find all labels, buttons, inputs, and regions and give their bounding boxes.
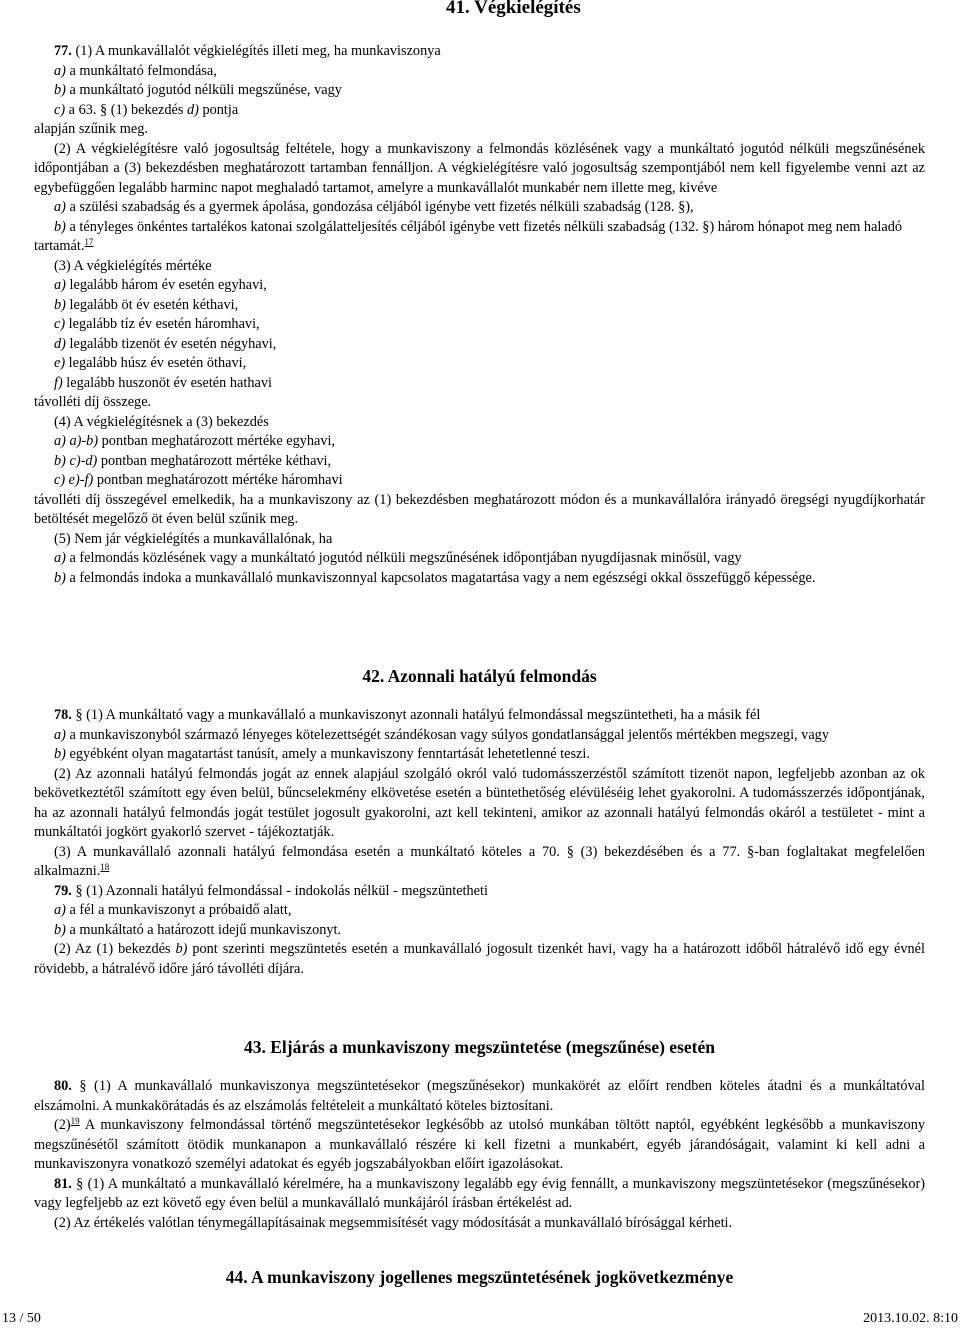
- item-78-1-b: b) egyébként olyan magatartást tanúsít, amely a munkaviszony fenntartását lehetetlenné teszi.: [54, 746, 590, 762]
- footnote-18-link[interactable]: 18: [100, 862, 110, 872]
- item-77-3-f: f) legalább huszonöt év esetén hathavi: [54, 374, 272, 391]
- item-77-4-c: c) e)-f) pontban meghatározott mértéke háromhavi: [54, 472, 343, 488]
- paragraph-78-2: (2) Az azonnali hatályú felmondás jogát az ennek alapjául szolgáló okról való tudomásszerzéstől számított tizenöt napon, legfeljebb azonban az ok bekövetkeztétől számított egy éven belül, bűncselekmény elkövetése esetén a büntethetőség elévüléséig lehet gyakorolni. A tudomásszerzés időpontjának, ha az azonnali hatályú felmondás jogát testület jogosult gyakorolni, azt kell tekinteni, amikor az azonnali hatályú felmondás okáról a testületet - mint a munkáltatói jogkört gyakorló szervet - tájékoztatják.: [34, 765, 925, 840]
- paragraph-80-2: $(2)^{19}$ A munkaviszony felmondással történő megszüntetésekor legkésőbb az utolsó munkában töltött naptól, egyébként legkésőbb a munkaviszony megszűnésétől számított ötödik munkanapon a munkavállaló részére ki kell fizetni a munkabért, egyéb járandóságait, valamint ki kell adni a munkaviszonyra vonatkozó személyi adatokat és egyéb jogszabályokban előírt igazolásokat.: [34, 1116, 925, 1172]
- item-78-1-a: a) a munkaviszonyból származó lényeges kötelezettségét szándékosan vagy súlyos gondatlansággal jelentős mértékben megszegi, vagy: [54, 726, 829, 743]
- paragraph-79-1: 79. § (1) Azonnali hatályú felmondással - indokolás nélkül - megszüntetheti: [54, 882, 488, 899]
- paragraph-77-3-after: távolléti díj összege.: [34, 394, 152, 410]
- paragraph-77-5: (5) Nem jár végkielégítés a munkavállalónak, ha: [54, 530, 333, 547]
- item-77-2-a: a) a szülési szabadság és a gyermek ápolása, gondozása céljából igénybe vett fizetés nélküli szabadság (128. §),: [54, 199, 694, 215]
- footnote-19-link[interactable]: 19: [70, 1116, 80, 1126]
- footnote-17-link[interactable]: 17: [84, 237, 94, 247]
- item-77-3-c: c) legalább tíz év esetén háromhavi,: [54, 316, 260, 332]
- section-44-body: [34, 1266, 925, 1288]
- item-77-5-b: b) a felmondás indoka a munkavállaló munkaviszonnyal kapcsolatos magatartása vagy a nem egészségi okkal összefüggő képessége.: [54, 569, 816, 586]
- item-77-2-b: b) a tényleges önkéntes tartalékos katonai szolgálatteljesítés céljából igénybe vett fizetés nélküli szabadság (132. §) három hónapot meg nem haladó: [54, 218, 903, 235]
- paragraph-77-2: (2) A végkielégítésre való jogosultság feltétele, hogy a munkaviszony a felmondás közlésének vagy a munkáltató jogutód nélküli megszűnésének időpontjában a (3) bekezdésben meghatározott tartamban fennálljon. A végkielégítésre való jogosultság szempontjából nem kell figyelembe venni azt az egybefüggően legalább harminc napot meghaladó tartamot, amelyre a munkavállalót munkabér nem illette meg, kivéve: [34, 140, 925, 196]
- section-43-body: [34, 1036, 925, 1233]
- item-77-4-b: b) c)-d) pontban meghatározott mértéke kéthavi,: [54, 452, 332, 469]
- paragraph-79-2: (2) Az (1) bekezdés b) pont szerinti megszüntetés esetén a munkavállaló jogosult tizenkét havi, vagy ha a határozott időből hátralévő idő egy évnél rövidebb, a hátralévő időre járó távolléti díjára.: [34, 941, 925, 977]
- item-79-1-b: b) a munkáltató a határozott idejű munkaviszonyt.: [54, 921, 342, 938]
- item-77-c: c) a 63. § (1) bekezdés d) pontja: [54, 101, 239, 118]
- print-timestamp: 2013.10.02. 8:10: [863, 1311, 958, 1326]
- paragraph-77-3: (3) A végkielégítés mértéke: [54, 257, 212, 274]
- item-77-3-e: e) legalább húsz év esetén öthavi,: [54, 355, 247, 371]
- section-43-title: 43. Eljárás a munkaviszony megszüntetése (megszűnése) esetén: [244, 1037, 715, 1057]
- paragraph-81-2: (2) Az értékelés valótlan ténymegállapításainak megsemmisítését vagy módosítását a munkavállaló bírósággal kérheti.: [54, 1214, 733, 1231]
- item-77-5-a: a) a felmondás közlésének vagy a munkáltató jogutód nélküli megszűnésének időpontjában nyugdíjasnak minősül, vagy: [54, 550, 742, 566]
- item-77-3-a: a) legalább három év esetén egyhavi,: [54, 277, 267, 293]
- paragraph-80-1: 80. § (1) A munkavállaló munkaviszonya megszüntetésekor (megszűnésekor) munkakörét az előírt rendben köteles átadni és a munkáltatóval elszámolni. A munkakörátadás és az elszámolás feltételeit a munkáltató köteles biztosítani.: [34, 1078, 925, 1114]
- item-79-1-a: a) a fél a munkaviszonyt a próbaidő alatt,: [54, 902, 292, 918]
- section-41-title: 41. Végkielégítés: [446, 0, 581, 18]
- paragraph-77-1: 77. (1) A munkavállalót végkielégítés illeti meg, ha munkaviszonya: [54, 43, 441, 59]
- item-77-a: a) a munkáltató felmondása,: [54, 62, 217, 79]
- paragraph-77-after: alapján szűnik meg.: [34, 121, 148, 137]
- section-42-body: [34, 665, 925, 979]
- paragraph-77-4-after: távolléti díj összegével emelkedik, ha a munkaviszony az (1) bekezdésben meghatározott módon és a munkavállalóra irányadó öregségi nyugdíjkorhatár betöltését megelőző öt éven belül szűnik meg.: [34, 491, 925, 527]
- section-42-title: 42. Azonnali hatályú felmondás: [362, 666, 597, 686]
- paragraph-77-2-after: tartamát.$^{17}$: [34, 237, 94, 254]
- item-77-4-a: a) a)-b) pontban meghatározott mértéke egyhavi,: [54, 433, 336, 449]
- item-77-3-b: b) legalább öt év esetén kéthavi,: [54, 296, 239, 313]
- paragraph-77-4: (4) A végkielégítésnek a (3) bekezdés: [54, 413, 269, 430]
- paragraph-78-1: 78. § (1) A munkáltató vagy a munkavállaló a munkaviszonyt azonnali hatályú felmondással megszüntetheti, ha a másik fél: [54, 707, 761, 723]
- item-77-b: b) a munkáltató jogutód nélküli megszűnése, vagy: [54, 82, 342, 98]
- paragraph-81-1: 81. § (1) A munkáltató a munkavállaló kérelmére, ha a munkaviszony legalább egy évig fennállt, a munkaviszony megszüntetésekor (megszűnésekor) vagy legfeljebb az ezt követő egy éven belül a munkavállaló munkájáról írásban értékelést ad.: [34, 1175, 925, 1211]
- item-77-3-d: d) legalább tizenöt év esetén négyhavi,: [54, 335, 277, 352]
- paragraph-78-3: (3) A munkavállaló azonnali hatályú felmondása esetén a munkáltató köteles a 70. § (3) bekezdésében és a 77. §-ban foglaltakat megfelelően alkalmazni.$^{18}$: [34, 843, 925, 879]
- page-number: 13 / 50: [2, 1311, 41, 1326]
- section-41-body: [34, 42, 925, 588]
- section-44-title: 44. A munkaviszony jogellenes megszüntetésének jogkövetkezménye: [225, 1267, 734, 1287]
